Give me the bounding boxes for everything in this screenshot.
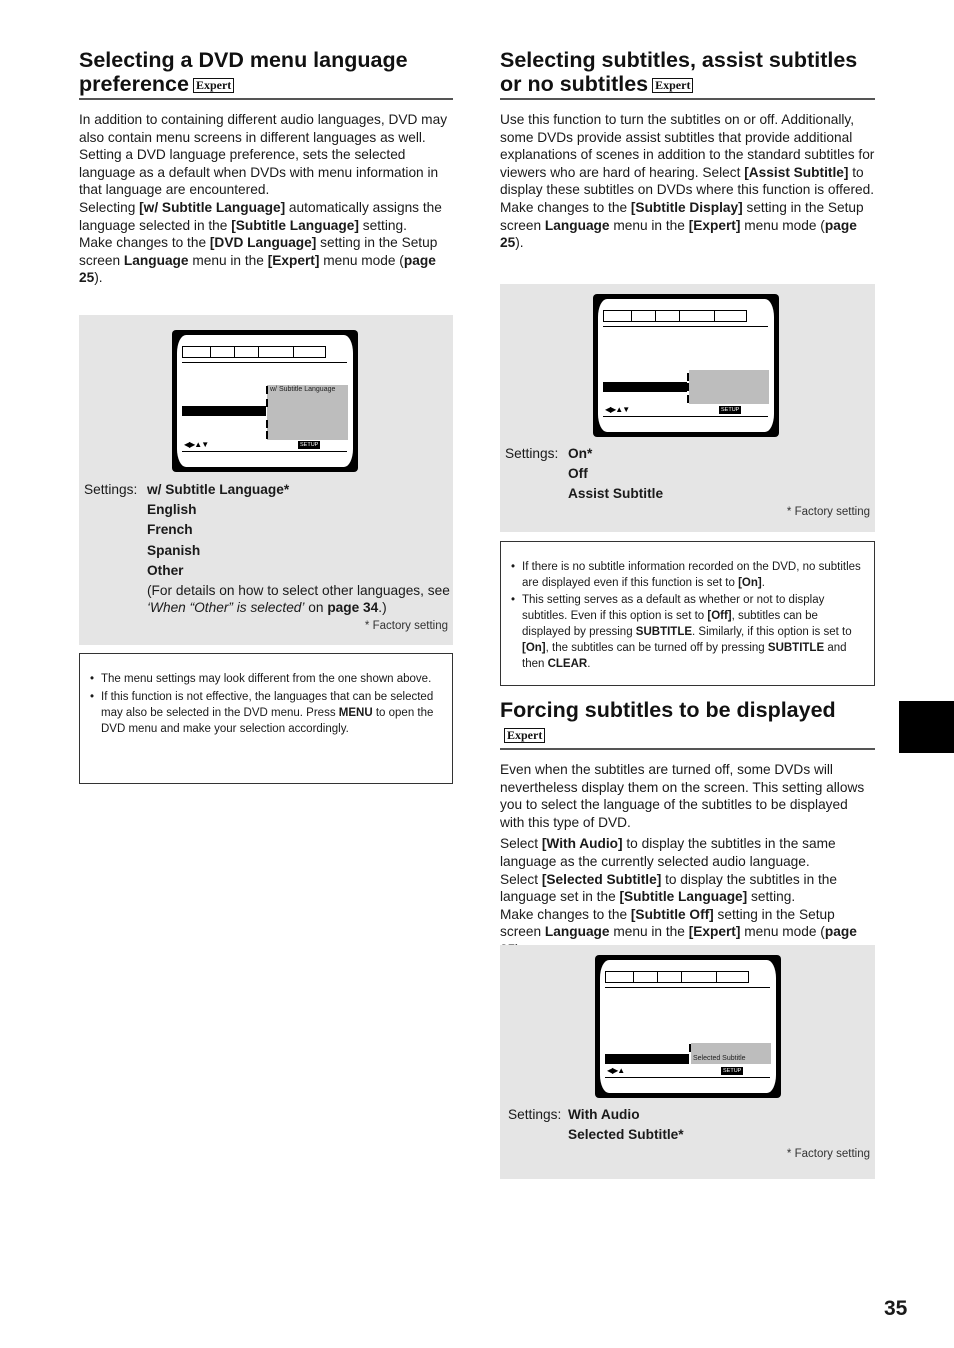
notes-box: [79, 653, 453, 784]
selected-subtitle-paragraph: Select [Selected Subtitle] to display the subtitles in the language set in the [Subtitle Language] setting.: [500, 871, 838, 905]
settings-panel: [500, 284, 875, 532]
auto-assign-paragraph: Selecting [w/ Subtitle Language] automatically assigns the language selected in the [Subtitle Language] setting.: [79, 199, 442, 233]
settings-label: Settings:: [508, 1107, 562, 1122]
factory-setting-note: * Factory setting: [786, 1148, 870, 1160]
tv-screen-illustration: [593, 294, 779, 437]
note-item: • The menu settings may look different from the one shown above.: [90, 671, 442, 687]
settings-panel: [79, 315, 453, 645]
setup-instruction-paragraph: Make changes to the [DVD Language] setting in the Setup screen Language menu in the [Expert] menu mode (page 25).: [79, 235, 438, 286]
notes-box: [500, 541, 875, 686]
setup-icon: SETUP: [723, 1068, 742, 1074]
tv-screen-illustration: [172, 330, 358, 472]
expert-badge: Expert: [193, 78, 234, 93]
tv-screen-illustration: [595, 955, 781, 1098]
screen-option-label: Selected Subtitle: [693, 1055, 746, 1062]
forcing-intro-paragraph: Even when the subtitles are turned off, some DVDs will nevertheless display them on the screen. This setting allows you to select the language of the subtitles to be displayed with this type of DVD.: [500, 762, 865, 830]
intro-paragraph: In addition to containing different audio languages, DVD may also contain menu screens in different languages as well. Setting a DVD language preference, sets the selected language as a default when DVDs with menu information in that language are encountered.: [79, 112, 448, 198]
setting-value: With Audio: [568, 1107, 640, 1122]
expert-badge: Expert: [652, 78, 693, 93]
highlight-row: [603, 382, 687, 392]
setting-value: Other: [147, 562, 184, 578]
subtitles-intro-paragraph: Use this function to turn the subtitles on or off. Additionally, some DVDs provide assist subtitles that provide additional explanations of scenes in addition to the standard subtitles for viewers who are hard of hearing. Select [Assist Subtitle] to display these subtitles on DVDs where this function is offered.: [500, 112, 875, 198]
setup-icon: SETUP: [721, 407, 740, 413]
setting-value: On*: [568, 446, 593, 461]
settings-list: [505, 444, 870, 509]
setting-value: French: [147, 522, 193, 538]
setting-value: w/ Subtitle Language*: [147, 482, 290, 497]
settings-label: Settings:: [84, 482, 138, 497]
note-item: • If there is no subtitle information recorded on the DVD, no subtitles are displayed even if this function is set to [On].: [511, 559, 864, 591]
setting-value: Assist Subtitle: [568, 486, 664, 502]
cursor-buttons-icon: ◀▶▲▼: [605, 405, 630, 414]
highlight-row: [605, 1054, 689, 1064]
section-title-subtitles: Selecting subtitles, assist subtitles or no subtitles Expert: [500, 48, 875, 100]
expert-badge: Expert: [504, 728, 545, 743]
settings-panel: [500, 945, 875, 1179]
setting-value: English: [147, 502, 197, 518]
cursor-buttons-icon: ◀▶▲: [607, 1066, 625, 1075]
factory-setting-note: * Factory setting: [364, 620, 448, 632]
setup-instruction-paragraph: Make changes to the [Subtitle Display] setting in the Setup screen Language menu in the [Expert] menu mode (page 25).: [500, 199, 864, 251]
section-title-forcing-subtitles: Forcing subtitles to be displayedExpert: [500, 698, 875, 750]
settings-list: [508, 1105, 868, 1150]
note-item: • This setting serves as a default as whether or not to display subtitles. Even if this option is set to [Off], subtitles can be displayed by pressing SUBTITLE. Similarly, if this option is set to [On], the subtitles can be turned off by pressing SUBTITLE and then CLEAR.: [511, 592, 864, 672]
settings-list: [84, 480, 450, 616]
setup-instruction-paragraph: Make changes to the [Subtitle Off] setting in the Setup screen Language menu in the [Expert] menu mode (page: [500, 906, 857, 940]
highlight-row: [182, 406, 266, 416]
setup-icon: SETUP: [300, 442, 319, 448]
factory-setting-note: * Factory setting: [786, 506, 870, 518]
screen-option-label: w/ Subtitle Language: [270, 386, 336, 393]
right-column: [500, 48, 875, 1160]
left-column: [79, 48, 453, 735]
chapter-tab: [899, 701, 954, 753]
cursor-buttons-icon: ◀▶▲▼: [184, 440, 209, 449]
with-audio-paragraph: Select [With Audio] to display the subtitles in the same language as the currently selected audio language.: [500, 836, 836, 869]
page-number: 35: [884, 1297, 908, 1320]
note-item: • If this function is not effective, the languages that can be selected may also be selected in the DVD menu. Press MENU to open the DVD menu and make your selection accordingly.: [90, 689, 442, 737]
setting-value: Selected Subtitle*: [568, 1127, 684, 1143]
settings-label: Settings:: [505, 446, 559, 461]
other-languages-note: (For details on how to select other languages, see ‘When “Other” is selected’ on page 34.): [147, 583, 450, 616]
section-title-dvd-menu-language: Selecting a DVD menu language preference Expert: [79, 48, 453, 100]
setting-value: Spanish: [147, 542, 201, 558]
setting-value: Off: [568, 466, 588, 482]
